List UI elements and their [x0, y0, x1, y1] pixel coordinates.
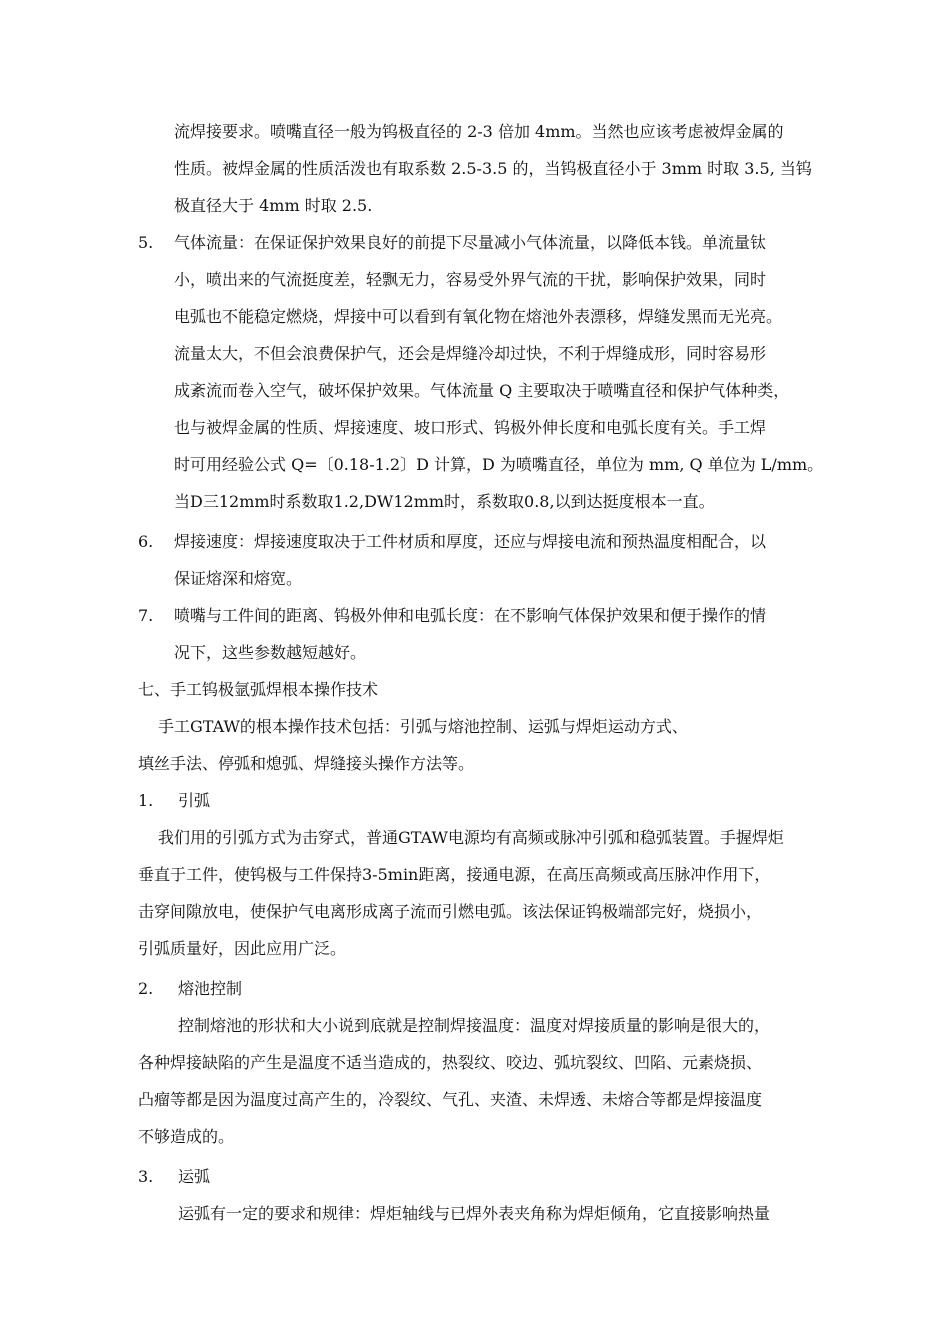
text-line: 小，喷出来的气流挺度差，轻飘无力，容易受外界气流的干扰，影响保护效果，同时 — [174, 270, 767, 289]
text-line: 流量太大，不但会浪费保护气，还会是焊缝冷却过快，不利于焊缝成形，同时容易形 — [174, 344, 767, 363]
list-number: 3. — [138, 1167, 154, 1186]
text-line: 控制熔池的形状和大小说到底就是控制焊接温度：温度对焊接质量的影响是很大的， — [178, 1016, 771, 1035]
text-line: 各种焊接缺陷的产生是温度不适当造成的，热裂纹、咬边、弧坑裂纹、凹陷、元素烧损、 — [138, 1053, 763, 1072]
text-line: 流焊接要求。喷嘴直径一般为钨极直径的 2-3 倍加 4mm。当然也应该考虑被焊金属的 — [174, 122, 784, 141]
text-line: 垂直于工件，使钨极与工件保持3-5min距离，接通电源，在高压高频或高压脉冲作用下， — [138, 865, 771, 884]
text-line: 喷嘴与工件间的距离、钨极外伸和电弧长度：在不影响气体保护效果和便于操作的情 — [174, 606, 767, 625]
text-line: 时可用经验公式 Q=〔0.18-1.2〕D 计算，D 为喷嘴直径，单位为 mm, Q 单位为 L/mm。 — [174, 455, 824, 474]
text-line: 填丝手法、停弧和熄弧、焊缝接头操作方法等。 — [138, 754, 475, 773]
text-line: 电弧也不能稳定燃烧，焊接中可以看到有氧化物在熔池外表漂移，焊缝发黑而无光亮。 — [174, 307, 783, 326]
text-line: 保证熔深和熔宽。 — [174, 569, 303, 588]
text-line: 我们用的引弧方式为击穿式，普通GTAW电源均有高频或脉冲引弧和稳弧装置。手握焊炬 — [158, 828, 784, 847]
text-line: 运弧有一定的要求和规律：焊炬轴线与已焊外表夹角称为焊炬倾角，它直接影响热量 — [178, 1204, 771, 1223]
text-line: 也与被焊金属的性质、焊接速度、坡口形式、钨极外伸长度和电弧长度有关。手工焊 — [174, 418, 767, 437]
text-line: 气体流量：在保证保护效果良好的前提下尽量减小气体流量，以降低本钱。单流量钛 — [174, 233, 767, 252]
list-number: 7. — [138, 606, 154, 625]
subheading: 运弧 — [178, 1167, 211, 1186]
text-line: 引弧质量好，因此应用广泛。 — [138, 939, 347, 958]
list-number: 2. — [138, 979, 154, 998]
section-heading: 七、手工钨极氩弧焊根本操作技术 — [138, 680, 379, 699]
text-line: 成紊流而卷入空气，破坏保护效果。气体流量 Q 主要取决于喷嘴直径和保护气体种类， — [174, 381, 790, 400]
text-line: 极直径大于 4mm 时取 2.5. — [174, 196, 373, 215]
text-line: 击穿间隙放电，使保护气电离形成离子流而引燃电弧。该法保证钨极端部完好，烧损小， — [138, 902, 763, 921]
subheading: 熔池控制 — [178, 979, 243, 998]
text-line: 焊接速度：焊接速度取决于工件材质和厚度，还应与焊接电流和预热温度相配合，以 — [174, 532, 767, 551]
text-line: 凸瘤等都是因为温度过高产生的，冷裂纹、气孔、夹渣、未焊透、未熔合等都是焊接温度 — [138, 1090, 763, 1109]
subheading: 引弧 — [178, 791, 211, 810]
text-line: 当D三12mm时系数取1.2,DW12mm时，系数取0.8,以到达挺度根本一直。 — [174, 492, 715, 511]
text-line: 况下，这些参数越短越好。 — [174, 643, 367, 662]
text-line: 性质。被焊金属的性质活泼也有取系数 2.5-3.5 的，当钨极直径小于 3mm 时取 3.5, 当钨 — [174, 159, 812, 178]
text-line: 不够造成的。 — [138, 1127, 235, 1146]
list-number: 5. — [138, 233, 154, 252]
text-line: 手工GTAW的根本操作技术包括：引弧与熔池控制、运弧与焊炬运动方式、 — [158, 717, 688, 736]
list-number: 1. — [138, 791, 154, 810]
list-number: 6. — [138, 532, 154, 551]
